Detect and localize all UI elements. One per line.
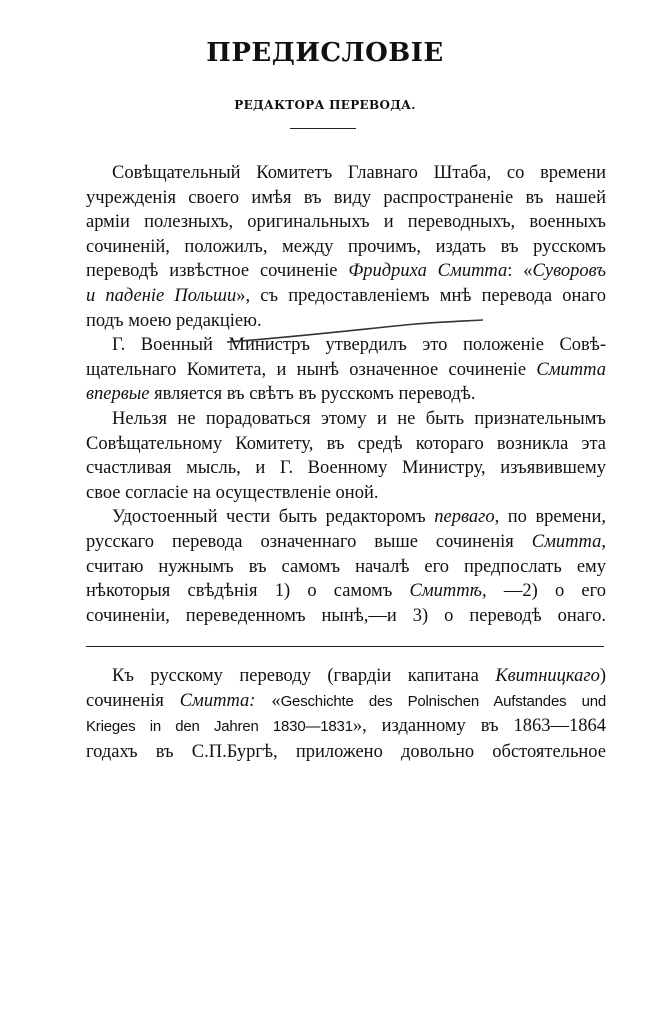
- title-divider: [290, 128, 356, 129]
- p4-line-4: нѣкоторыя свѣдѣнія 1) о самомъ: [86, 581, 393, 602]
- p4-comma: ,: [601, 531, 606, 552]
- p2-line-1: Г. Военный Министръ утвердилъ это положеніе Совѣ-: [112, 335, 606, 356]
- p4-line-4b: , —2) о его: [482, 581, 607, 602]
- p4-line-3: считаю нужнымъ въ самомъ началѣ его предпослать ему: [86, 556, 606, 577]
- footnote: [86, 664, 606, 764]
- p2-line-3: является въ свѣтъ въ русскомъ переводѣ.: [154, 384, 476, 405]
- book-title-1: Суворовъ: [532, 261, 606, 282]
- p4-smitte: Смиттѣ: [409, 581, 482, 602]
- fn-line-4: годахъ въ С.П.Бургѣ, приложено довольно обстоятельное: [86, 741, 606, 762]
- fn-line-2: сочиненія: [86, 690, 164, 711]
- p4-pervago: перваго: [434, 507, 495, 528]
- p2-vpervye: впервые: [86, 384, 150, 405]
- p3-line-1: Нельзя не порадоваться этому и не быть признательнымъ: [112, 408, 606, 429]
- fn-paren: ): [599, 666, 606, 686]
- paragraph-1: [86, 161, 606, 333]
- paragraph-3: [86, 407, 606, 505]
- fn-line-3: », изданному въ 1863—1864: [352, 716, 606, 737]
- p1-line-3: арміи полезныхъ, оригинальныхъ и переводныхъ, военныхъ: [86, 212, 606, 233]
- p4-line-1: Удостоенный чести быть редакторомъ: [112, 507, 426, 528]
- footnote-paragraph: [86, 664, 606, 764]
- p1-line-7: подъ моею редакціею.: [86, 310, 262, 331]
- p1-line-4: сочиненій, положилъ, между прочимъ, издать въ русскомъ: [86, 236, 606, 257]
- p1-line-6: », съ предоставленіемъ мнѣ перевода онаго: [236, 285, 606, 306]
- book-title-2: и паденіе Польши: [86, 285, 237, 306]
- p3-line-2: Совѣщательному Комитету, въ средѣ котораго возникла эта: [86, 433, 606, 454]
- author-name: Фридриха Смитта: [348, 261, 508, 282]
- pencil-underline-mark: [225, 318, 485, 348]
- p2-line-2: щательнаго Комитета, и нынѣ означенное сочиненіе: [86, 359, 527, 380]
- p3-line-4: свое согласіе на осуществленіе оной.: [86, 482, 379, 503]
- p4-line-2: русскаго перевода означеннаго выше сочиненія: [86, 531, 514, 552]
- footnote-divider: [86, 646, 604, 647]
- fn-german-title-1: Geschichte des Polnischen Aufstandes und: [280, 692, 607, 710]
- fn-german-title-2: Krieges in den Jahren 1830—1831: [86, 718, 353, 736]
- p1-line-2: учрежденія своего имѣя въ виду распространеніе въ нашей: [86, 187, 606, 208]
- p1-line-1: Совѣщательный Комитетъ Главнаго Штаба, со времени: [112, 163, 606, 183]
- fn-translator: Квитницкаго: [495, 666, 600, 686]
- page-subtitle: РЕДАКТОРА ПЕРЕВОДА.: [234, 98, 416, 112]
- p4-line-1b: , по времени,: [494, 507, 606, 528]
- paragraph-4: [86, 505, 606, 628]
- p2-smitt: Смитта: [536, 359, 606, 380]
- p4-smitta: Смитта: [531, 531, 602, 552]
- p1-quote-open: : «: [507, 261, 533, 282]
- preface-body: [86, 161, 606, 628]
- p1-line-5: переводѣ извѣстное сочиненіе: [86, 261, 338, 282]
- fn-smitta: Смитта:: [179, 690, 256, 711]
- fn-quote-open: «: [271, 690, 281, 711]
- p4-line-5: сочиненіи, переведенномъ нынѣ,—и 3) о переводѣ онаго.: [86, 605, 606, 626]
- p3-line-3: счастливая мысль, и Г. Военному Министру, изъявившему: [86, 458, 606, 479]
- fn-line-1: Къ русскому переводу (гвардіи капитана: [112, 666, 479, 686]
- page-title: ПРЕДИСЛОВІЕ: [206, 38, 444, 68]
